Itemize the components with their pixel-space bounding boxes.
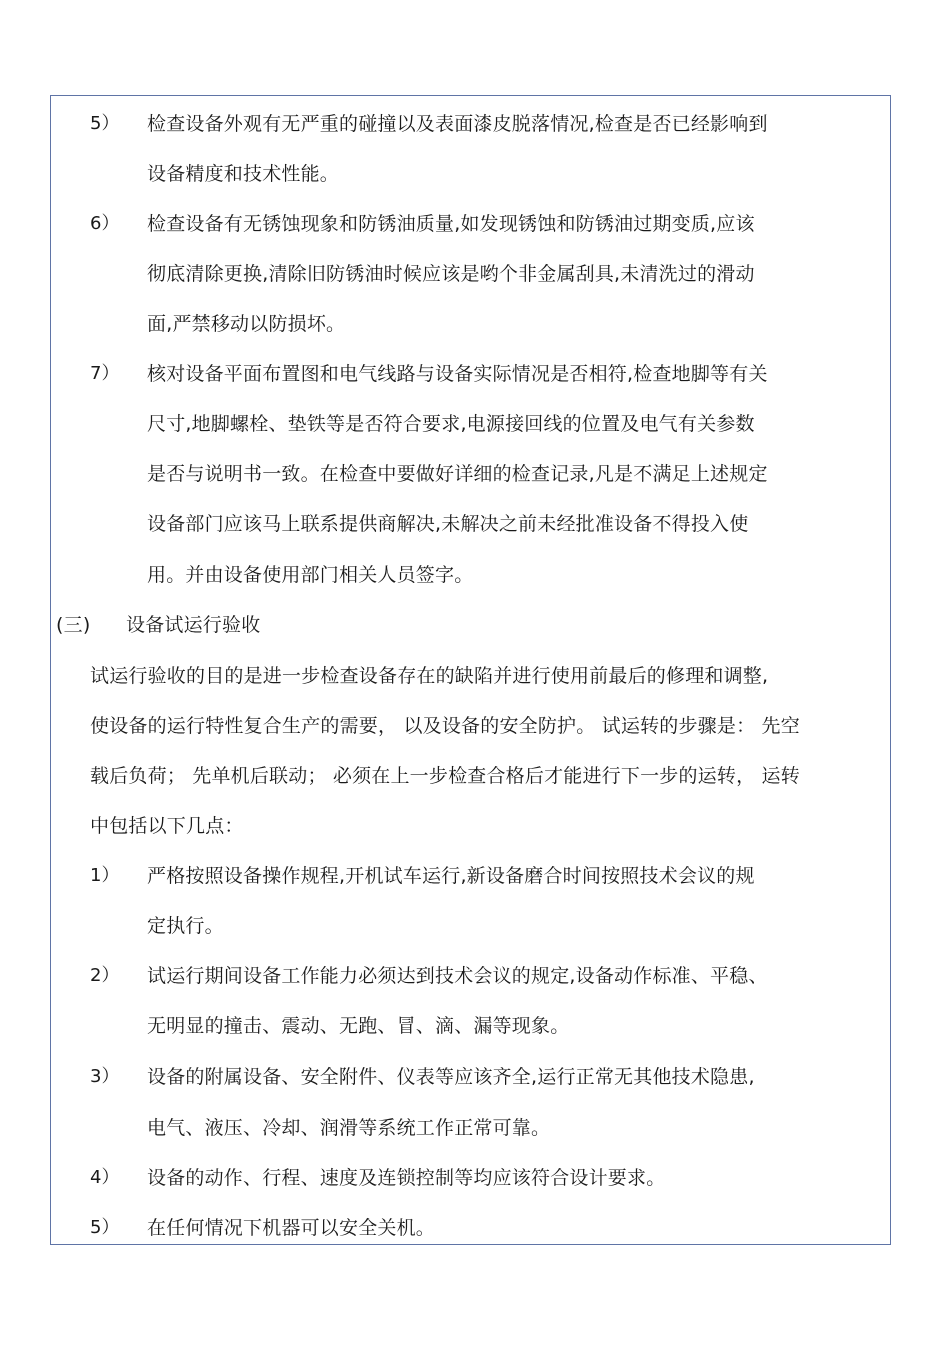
- item-text-line: 无明显的撞击、震动、无跑、冒、滴、漏等现象。: [147, 1015, 570, 1037]
- item-number: 5）: [90, 1217, 120, 1238]
- item-text-line: 试运行期间设备工作能力必须达到技术会议的规定,设备动作标准、平稳、: [147, 965, 768, 987]
- section-title: 设备试运行验收: [126, 614, 261, 636]
- item-text-line: 核对设备平面布置图和电气线路与设备实际情况是否相符,检查地脚等有关: [147, 363, 768, 385]
- item-text-line: 面,严禁移动以防损坏。: [147, 313, 346, 335]
- item-text-line: 在任何情况下机器可以安全关机。: [147, 1217, 436, 1239]
- item-number: 3）: [90, 1066, 120, 1087]
- item-text-line: 设备精度和技术性能。: [147, 163, 340, 185]
- item-number: 4）: [90, 1167, 120, 1188]
- item-number: 2）: [90, 965, 120, 986]
- paragraph-line: 使设备的运行特性复合生产的需要， 以及设备的安全防护。 试运转的步骤是： 先空: [90, 715, 800, 737]
- item-number: 5）: [90, 113, 120, 134]
- item-text-line: 严格按照设备操作规程,开机试车运行,新设备磨合时间按照技术会议的规: [147, 865, 755, 887]
- item-text-line: 彻底清除更换,清除旧防锈油时候应该是哟个非金属刮具,未清洗过的滑动: [147, 263, 755, 285]
- item-text-line: 设备的动作、行程、速度及连锁控制等均应该符合设计要求。: [147, 1167, 666, 1189]
- item-text-line: 是否与说明书一致。在检查中要做好详细的检查记录,凡是不满足上述规定: [147, 463, 768, 485]
- paragraph-line: 中包括以下几点：: [90, 815, 244, 837]
- item-text-line: 检查设备外观有无严重的碰撞以及表面漆皮脱落情况,检查是否已经影响到: [147, 113, 768, 135]
- paragraph-line: 试运行验收的目的是进一步检查设备存在的缺陷并进行使用前最后的修理和调整,: [90, 665, 769, 687]
- item-number: 6）: [90, 213, 120, 234]
- item-text-line: 用。并由设备使用部门相关人员签字。: [147, 564, 474, 586]
- item-text-line: 设备的附属设备、安全附件、仪表等应该齐全,运行正常无其他技术隐患,: [147, 1066, 755, 1088]
- item-text-line: 尺寸,地脚螺栓、垫铁等是否符合要求,电源接回线的位置及电气有关参数: [147, 413, 755, 435]
- item-text-line: 定执行。: [147, 915, 224, 937]
- section-number: (三): [56, 614, 91, 636]
- item-number: 1）: [90, 865, 120, 886]
- item-number: 7）: [90, 363, 120, 384]
- item-text-line: 设备部门应该马上联系提供商解决,未解决之前未经批准设备不得投入使: [147, 513, 749, 535]
- paragraph-line: 载后负荷； 先单机后联动； 必须在上一步检查合格后才能进行下一步的运转， 运转: [90, 765, 800, 787]
- item-text-line: 电气、液压、冷却、润滑等系统工作正常可靠。: [147, 1117, 551, 1139]
- item-text-line: 检查设备有无锈蚀现象和防锈油质量,如发现锈蚀和防锈油过期变质,应该: [147, 213, 755, 235]
